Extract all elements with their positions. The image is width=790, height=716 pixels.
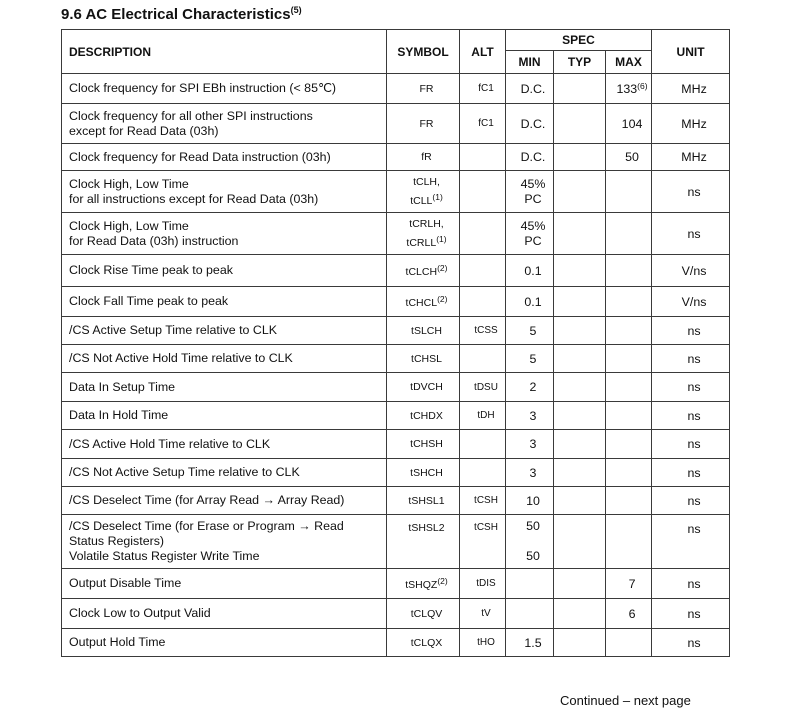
table-row (62, 459, 730, 487)
unit-cell: V/ns (652, 255, 730, 287)
description-cell (62, 430, 387, 459)
description-cell (62, 459, 387, 487)
min-cell (506, 104, 554, 144)
symbol-part: t (411, 352, 414, 365)
symbol-part: CHSL (413, 352, 442, 365)
typ-cell (554, 459, 606, 487)
description-line: except for Read Data (03h) (69, 123, 219, 138)
symbol-line (394, 175, 459, 190)
description-cell (62, 74, 387, 104)
min-cell (506, 569, 554, 599)
symbol-part: t (405, 266, 409, 278)
table-row (62, 629, 730, 657)
symbol-footnote: (2) (437, 294, 448, 304)
max-cell (606, 373, 652, 402)
min-value: 10 (526, 493, 540, 508)
symbol-footnote: (1) (432, 191, 443, 202)
alt-cell (460, 287, 506, 317)
alt-cell (460, 213, 506, 255)
min-value: PC (524, 191, 542, 206)
unit-cell: ns (652, 629, 730, 657)
symbol-cell (387, 629, 460, 657)
symbol-part: t (410, 381, 414, 393)
max-cell (606, 629, 652, 657)
symbol-line (394, 190, 459, 209)
symbol-part: CLH (415, 175, 437, 188)
alt-cell (460, 487, 506, 515)
max-cell (606, 345, 652, 373)
symbol-cell (387, 255, 460, 287)
table-row (62, 287, 730, 317)
symbol-part: SHQZ (408, 579, 438, 591)
symbol-footnote: (1) (436, 233, 447, 244)
symbol-part: t (405, 579, 409, 591)
symbol-cell (387, 430, 460, 459)
symbol-cell (387, 171, 460, 213)
alt-part: t (474, 495, 477, 506)
alt-part: C1 (480, 118, 494, 129)
description-cell (62, 287, 387, 317)
table-row (62, 402, 730, 430)
alt-part: DH (480, 410, 495, 421)
min-cell (506, 144, 554, 171)
typ-cell (554, 373, 606, 402)
min-value: D.C. (520, 81, 546, 96)
alt-part: f (478, 118, 481, 129)
alt-cell (460, 599, 506, 629)
symbol-part: R (424, 151, 432, 163)
symbol-cell (387, 373, 460, 402)
table-row (62, 171, 730, 213)
description-cell (62, 629, 387, 657)
symbol-part: t (410, 409, 414, 422)
symbol-cell (387, 402, 460, 430)
max-cell (606, 144, 652, 171)
table-body (62, 74, 730, 657)
alt-part: t (477, 410, 481, 421)
description-line: Clock frequency for SPI EBh instruction (< 85℃) (69, 81, 337, 95)
description-line: /CS Deselect Time (for Array Read → Array Read) (69, 493, 345, 507)
alt-part: t (474, 381, 477, 393)
min-cell (506, 373, 554, 402)
header-symbol: SYMBOL (387, 30, 460, 74)
description-cell (62, 317, 387, 345)
alt-cell (460, 104, 506, 144)
table-row (62, 144, 730, 171)
max-value: 6 (628, 606, 636, 621)
symbol-cell (387, 74, 460, 104)
description-line: /CS Deselect Time (for Erase or Program → Read (69, 519, 344, 533)
min-value: 5 (529, 351, 537, 366)
symbol-cell (387, 487, 460, 515)
alt-part: HO (479, 637, 495, 648)
alt-cell (460, 144, 506, 171)
typ-cell (554, 74, 606, 104)
table-row (62, 430, 730, 459)
max-cell (606, 317, 652, 345)
min-value: 2 (529, 380, 537, 394)
unit-cell: ns (652, 345, 730, 373)
max-value: 133 (616, 82, 638, 96)
alt-part: CSH (476, 522, 498, 533)
symbol-cell (387, 515, 460, 569)
unit-cell: V/ns (652, 287, 730, 317)
max-cell (606, 569, 652, 599)
title-footnote: (5) (290, 5, 302, 15)
typ-cell (554, 287, 606, 317)
typ-cell (554, 599, 606, 629)
alt-cell (460, 373, 506, 402)
description-cell (62, 515, 387, 569)
description-cell (62, 213, 387, 255)
description-line: /CS Not Active Hold Time relative to CLK (69, 351, 293, 365)
unit-cell: ns (652, 487, 730, 515)
unit-cell: ns (652, 171, 730, 213)
unit-cell: ns (652, 599, 730, 629)
symbol-part: SLCH (413, 324, 442, 337)
typ-cell (554, 144, 606, 171)
min-value: 5 (529, 323, 537, 338)
max-value: 104 (621, 116, 643, 131)
symbol-part: SHSL1 (411, 494, 445, 507)
symbol-cell (387, 104, 460, 144)
description-cell (62, 104, 387, 144)
description-cell (62, 402, 387, 430)
unit-cell: ns (652, 402, 730, 430)
symbol-cell (387, 287, 460, 317)
min-cell (506, 287, 554, 317)
typ-cell (554, 515, 606, 569)
section-title (61, 5, 302, 23)
alt-cell (460, 74, 506, 104)
symbol-part: t (406, 236, 410, 249)
min-value: 50 (526, 519, 540, 533)
description-line: Output Disable Time (69, 576, 182, 590)
min-cell (506, 459, 554, 487)
symbol-part: t (410, 607, 414, 620)
symbol-cell (387, 317, 460, 345)
description-line: Clock frequency for all other SPI instructions (69, 108, 313, 123)
symbol-line (394, 232, 459, 251)
symbol-part: CLCH (408, 266, 438, 278)
symbol-part: CHDX (413, 409, 443, 422)
min-cell (506, 213, 554, 255)
description-line: Output Hold Time (69, 635, 166, 649)
alt-part: t (481, 608, 485, 619)
min-value: 50 (526, 549, 540, 563)
min-value: 45% (520, 218, 546, 233)
header-alt: ALT (460, 30, 506, 74)
symbol-cell (387, 569, 460, 599)
typ-cell (554, 213, 606, 255)
alt-part: t (476, 578, 480, 589)
unit-cell: ns (652, 430, 730, 459)
min-cell (506, 255, 554, 287)
max-footnote: (6) (637, 81, 648, 91)
description-line: /CS Not Active Setup Time relative to CLK (69, 465, 300, 479)
symbol-cell (387, 144, 460, 171)
symbol-cell (387, 459, 460, 487)
min-cell (506, 317, 554, 345)
typ-cell (554, 402, 606, 430)
min-value: 0.1 (524, 263, 542, 278)
min-cell (506, 74, 554, 104)
min-value: 1.5 (524, 635, 542, 650)
table-row (62, 569, 730, 599)
description-cell (62, 569, 387, 599)
symbol-part: R (425, 117, 434, 130)
unit-cell: ns (652, 459, 730, 487)
symbol-part: DVCH (413, 381, 443, 393)
symbol-part: t (410, 194, 414, 207)
description-cell (62, 373, 387, 402)
symbol-part: t (410, 438, 414, 450)
min-cell (506, 599, 554, 629)
symbol-part: t (410, 466, 414, 479)
symbol-cell (387, 599, 460, 629)
typ-cell (554, 569, 606, 599)
description-cell (62, 487, 387, 515)
alt-cell (460, 430, 506, 459)
symbol-part: F (419, 82, 426, 95)
min-cell (506, 171, 554, 213)
description-cell (62, 599, 387, 629)
symbol-part: CLQV (413, 607, 443, 620)
min-cell (506, 402, 554, 430)
symbol-part: t (405, 297, 409, 309)
min-value: 3 (529, 437, 537, 451)
description-line: Status Registers) (69, 534, 165, 548)
max-cell (606, 74, 652, 104)
max-cell (606, 171, 652, 213)
min-cell (506, 515, 554, 569)
typ-cell (554, 345, 606, 373)
header-min: MIN (506, 51, 554, 74)
alt-cell (460, 317, 506, 345)
min-cell (506, 629, 554, 657)
description-line: Data In Hold Time (69, 408, 169, 422)
alt-part: CSH (476, 495, 498, 506)
max-value: 50 (625, 150, 639, 164)
max-cell (606, 255, 652, 287)
table-row (62, 317, 730, 345)
alt-part: DIS (479, 578, 496, 589)
description-line: Clock Rise Time peak to peak (69, 263, 233, 277)
table-row (62, 599, 730, 629)
min-value: 3 (529, 408, 537, 423)
symbol-part: t (413, 175, 416, 188)
min-value: 0.1 (524, 294, 542, 309)
alt-cell (460, 629, 506, 657)
description-cell (62, 171, 387, 213)
typ-cell (554, 629, 606, 657)
alt-part: DSU (476, 381, 498, 393)
symbol-cell (387, 345, 460, 373)
description-line: Data In Setup Time (69, 379, 176, 394)
header-unit: UNIT (652, 30, 730, 74)
continued-note: Continued – next page (560, 693, 691, 708)
alt-cell (460, 345, 506, 373)
max-cell (606, 402, 652, 430)
alt-part: f (478, 83, 481, 94)
table-row (62, 255, 730, 287)
header-description: DESCRIPTION (62, 30, 387, 74)
description-cell (62, 255, 387, 287)
unit-cell: ns (652, 373, 730, 402)
symbol-part: CLL (413, 194, 433, 207)
min-cell (506, 345, 554, 373)
description-cell (62, 345, 387, 373)
description-line: Clock frequency for Read Data instruction (03h) (69, 149, 331, 164)
symbol-line (394, 217, 459, 232)
description-line: for Read Data (03h) instruction (69, 233, 239, 248)
symbol-part: t (408, 494, 412, 507)
alt-cell (460, 402, 506, 430)
symbol-part: CHCL (408, 297, 438, 309)
alt-part: C1 (480, 83, 494, 94)
symbol-part: t (410, 636, 414, 649)
alt-cell (460, 459, 506, 487)
description-line: Clock Fall Time peak to peak (69, 294, 229, 308)
min-value: D.C. (520, 116, 546, 131)
typ-cell (554, 487, 606, 515)
max-cell (606, 487, 652, 515)
symbol-footnote: (2) (437, 263, 448, 273)
max-cell (606, 287, 652, 317)
typ-cell (554, 317, 606, 345)
symbol-part: CRLL (409, 236, 437, 249)
description-line: Clock High, Low Time (69, 176, 189, 191)
header-max: MAX (606, 51, 652, 74)
max-cell (606, 599, 652, 629)
alt-cell (460, 569, 506, 599)
min-cell (506, 487, 554, 515)
section-title-text: 9.6 AC Electrical Characteristics (61, 6, 291, 23)
unit-cell: ns (652, 317, 730, 345)
symbol-footnote: (2) (437, 576, 448, 586)
ac-characteristics-table (61, 29, 730, 657)
description-cell (62, 144, 387, 171)
symbol-part: F (419, 117, 426, 130)
description-line: Volatile Status Register Write Time (69, 549, 260, 563)
min-value: 3 (529, 465, 537, 480)
unit-cell: ns (652, 569, 730, 599)
description-line: /CS Active Setup Time relative to CLK (69, 323, 277, 337)
unit-cell: ns (652, 515, 730, 569)
unit-cell: MHz (652, 104, 730, 144)
symbol-part: t (411, 324, 414, 337)
header-typ: TYP (554, 51, 606, 74)
symbol-part: SHCH (413, 466, 443, 479)
max-cell (606, 430, 652, 459)
table-row (62, 213, 730, 255)
typ-cell (554, 104, 606, 144)
alt-cell (460, 255, 506, 287)
unit-cell: MHz (652, 144, 730, 171)
description-line: Clock High, Low Time (69, 218, 189, 233)
min-cell (506, 430, 554, 459)
table-row (62, 74, 730, 104)
unit-cell: ns (652, 213, 730, 255)
description-line: Clock Low to Output Valid (69, 606, 211, 620)
symbol-part: f (421, 151, 425, 163)
min-value: PC (524, 233, 542, 248)
typ-cell (554, 430, 606, 459)
alt-part: V (484, 608, 491, 619)
table-row (62, 373, 730, 402)
table-row (62, 345, 730, 373)
symbol-part: , (437, 175, 440, 188)
symbol-part: CRLH (412, 217, 441, 230)
symbol-part: CLQX (413, 636, 443, 649)
symbol-part: R (425, 82, 434, 95)
description-line: /CS Active Hold Time relative to CLK (69, 436, 271, 451)
typ-cell (554, 171, 606, 213)
table-row (62, 104, 730, 144)
symbol-part: t (409, 217, 413, 230)
max-cell (606, 104, 652, 144)
symbol-part: t (408, 522, 412, 534)
alt-cell (460, 515, 506, 569)
max-cell (606, 213, 652, 255)
table-row (62, 487, 730, 515)
min-value: 45% (520, 176, 546, 191)
alt-part: CSS (477, 325, 498, 336)
max-cell (606, 515, 652, 569)
alt-part: t (474, 325, 478, 336)
max-value: 7 (628, 576, 636, 591)
min-value: D.C. (520, 150, 546, 164)
typ-cell (554, 255, 606, 287)
unit-cell: MHz (652, 74, 730, 104)
alt-part: t (477, 637, 480, 648)
alt-part: t (474, 522, 477, 533)
max-cell (606, 459, 652, 487)
symbol-part: , (440, 217, 444, 230)
symbol-part: SHSL2 (411, 522, 445, 534)
symbol-part: CHSH (413, 438, 443, 450)
table-row (62, 515, 730, 569)
alt-cell (460, 171, 506, 213)
symbol-cell (387, 213, 460, 255)
header-spec: SPEC (506, 30, 652, 51)
description-line: for all instructions except for Read Data (03h) (69, 191, 319, 206)
